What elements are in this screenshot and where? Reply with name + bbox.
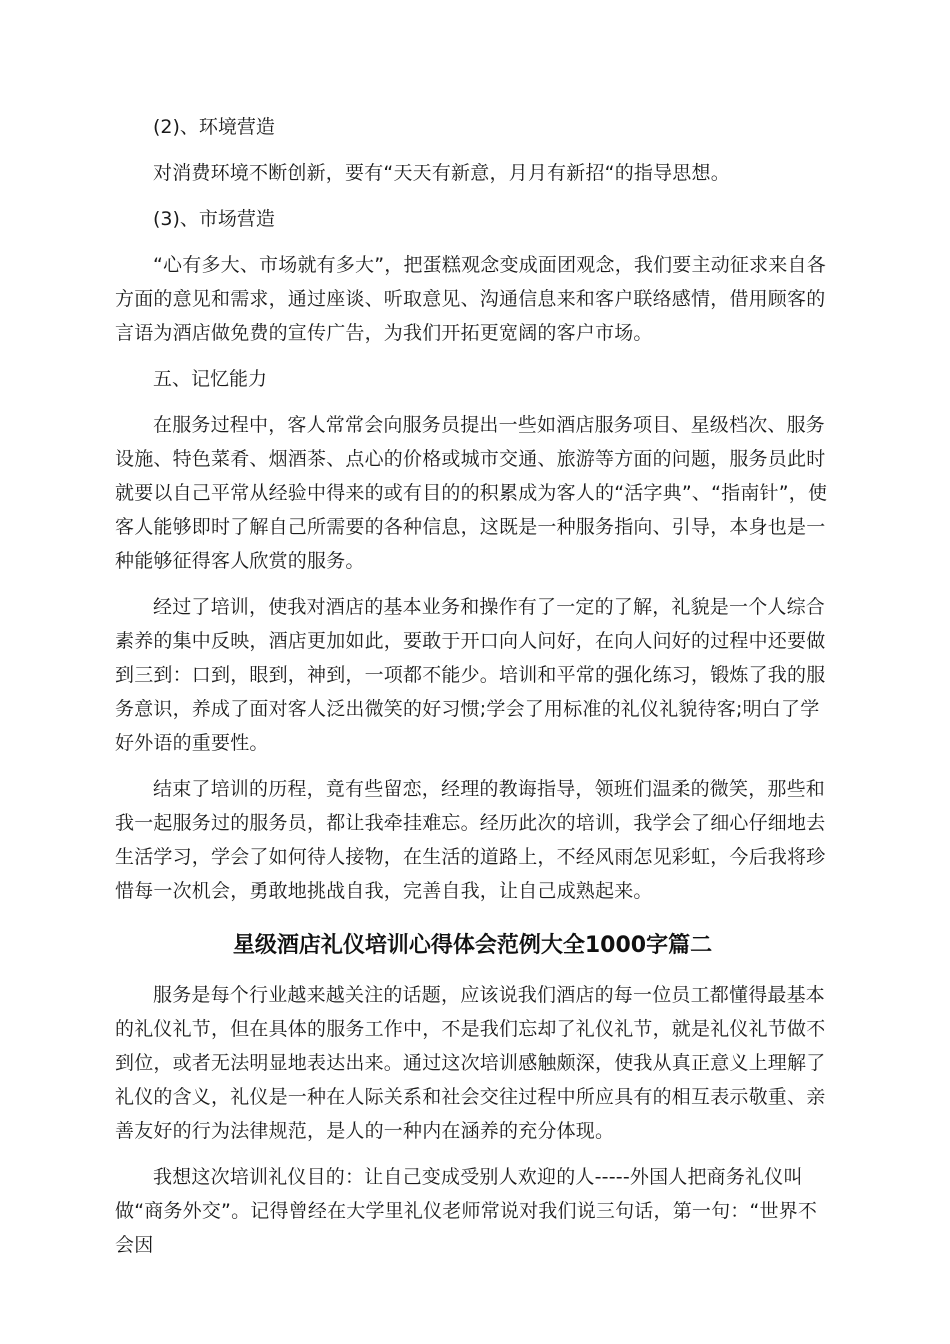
section-title: 星级酒店礼仪培训心得体会范例大全1000字篇二 (232, 933, 713, 958)
paragraph: “心有多大、市场就有多大”，把蛋糕观念变成面团观念，我们要主动征求来自各方面的意见和需求，通过座谈、听取意见、沟通信息来和客户联络感情，借用顾客的言语为酒店做免费的宣传广告，为我们开拓更宽阔的客户市场。 (115, 254, 826, 344)
paragraph: 对消费环境不断创新，要有“天天有新意，月月有新招“的指导思想。 (153, 162, 730, 184)
paragraph: 经过了培训，使我对酒店的基本业务和操作有了一定的了解，礼貌是一个人综合素养的集中反映，酒店更加如此，要敢于开口向人问好，在向人问好的过程中还要做到三到：口到，眼到，神到，一项都不能少。培训和平常的强化练习，锻炼了我的服务意识，养成了面对客人泛出微笑的好习惯;学会了用标准的礼仪礼貌待客;明白了学好外语的重要性。 (115, 596, 826, 754)
subheading-environment: (2)、环境营造 (153, 116, 275, 138)
subheading-market: (3)、市场营造 (153, 208, 275, 230)
document-body (115, 110, 830, 1274)
paragraph: 我想这次培训礼仪目的：让自己变成受别人欢迎的人-----外国人把商务礼仪叫做“商务外交”。记得曾经在大学里礼仪老师常说对我们说三句话，第一句：“世界不会因 (115, 1166, 818, 1256)
paragraph: 服务是每个行业越来越关注的话题，应该说我们酒店的每一位员工都懂得最基本的礼仪礼节，但在具体的服务工作中，不是我们忘却了礼仪礼节，就是礼仪礼节做不到位，或者无法明显地表达出来。通过这次培训感触颇深，使我从真正意义上理解了礼仪的含义，礼仪是一种在人际关系和社会交往过程中所应具有的相互表示敬重、亲善友好的行为法律规范，是人的一种内在涵养的充分体现。 (115, 984, 826, 1142)
subheading-memory: 五、记忆能力 (153, 368, 268, 390)
paragraph: 在服务过程中，客人常常会向服务员提出一些如酒店服务项目、星级档次、服务设施、特色菜肴、烟酒茶、点心的价格或城市交通、旅游等方面的问题，服务员此时就要以自己平常从经验中得来的或有目的的积累成为客人的“活字典”、“指南针”，使客人能够即时了解自己所需要的各种信息，这既是一种服务指向、引导，本身也是一种能够征得客人欣赏的服务。 (115, 414, 828, 572)
paragraph: 结束了培训的历程，竟有些留恋，经理的教诲指导，领班们温柔的微笑，那些和我一起服务过的服务员，都让我牵挂难忘。经历此次的培训，我学会了细心仔细地去生活学习，学会了如何待人接物，在生活的道路上，不经风雨怎见彩虹，今后我将珍惜每一次机会，勇敢地挑战自我，完善自我，让自己成熟起来。 (115, 778, 826, 902)
